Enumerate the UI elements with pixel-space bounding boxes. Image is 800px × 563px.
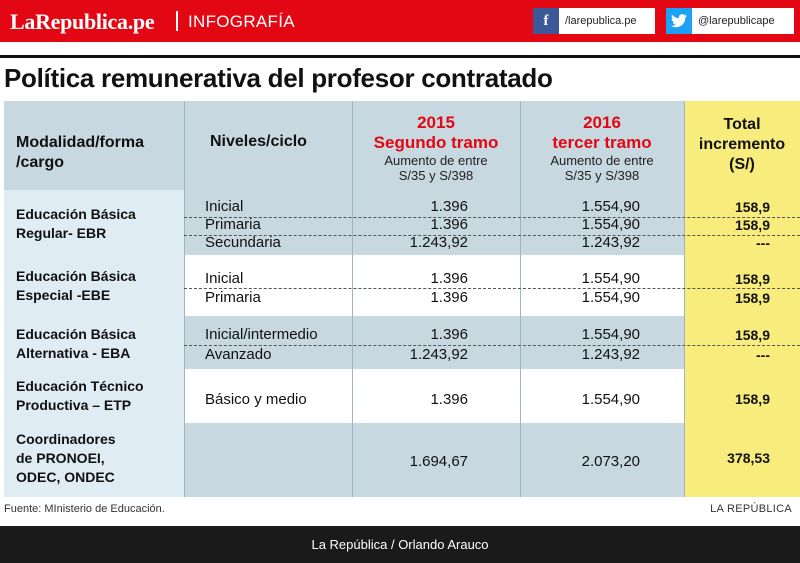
category-coord-line2: de PRONOEI, xyxy=(16,450,105,466)
category-etp-line1: Educación Técnico xyxy=(16,378,144,394)
header-2015 xyxy=(352,113,520,183)
value-2015: 1.243,92 xyxy=(409,234,468,251)
category-ebr-line1: Educación Básica xyxy=(16,206,136,222)
total-value: 158,9 xyxy=(734,217,770,233)
header-total-line2: incremento xyxy=(698,136,786,153)
value-2015: 1.396 xyxy=(430,391,468,408)
credit-right: LA REPÚBLICA xyxy=(710,503,792,515)
nivel-cell: Avanzado xyxy=(205,346,272,363)
total-value: --- xyxy=(756,235,770,251)
total-value: 158,9 xyxy=(734,290,770,306)
header-2015-sub2: S/35 y S/398 xyxy=(398,168,474,183)
row-divider xyxy=(184,345,800,346)
total-value: 158,9 xyxy=(734,327,770,343)
header-2016-sub2: S/35 y S/398 xyxy=(564,168,640,183)
header-2016-year: 2016 xyxy=(583,113,621,132)
facebook-icon: f xyxy=(533,8,559,34)
nivel-cell: Primaria xyxy=(205,289,261,306)
value-2016: 1.554,90 xyxy=(581,270,640,287)
category-coordinadores xyxy=(16,430,116,487)
category-eba-line1: Educación Básica xyxy=(16,326,136,342)
value-2016: 1.554,90 xyxy=(581,289,640,306)
nivel-cell: Secundaria xyxy=(205,234,281,251)
section-label: INFOGRAFÍA xyxy=(188,12,295,31)
header-2015-sub1: Aumento de entre xyxy=(384,153,488,168)
category-ebe-line2: Especial -EBE xyxy=(16,287,111,303)
brand-logo[interactable]: LaRepublica.pe xyxy=(10,9,155,34)
footer-credit: La República / Orlando Arauco xyxy=(311,537,489,552)
category-eba-line2: Alternativa - EBA xyxy=(16,345,131,361)
value-2015: 1.396 xyxy=(430,216,468,233)
value-2016: 1.243,92 xyxy=(581,234,640,251)
total-value: --- xyxy=(756,347,770,363)
value-2015: 1.396 xyxy=(430,289,468,306)
category-etp xyxy=(16,377,144,415)
category-coord-line3: ODEC, ONDEC xyxy=(16,469,115,485)
value-2016: 1.554,90 xyxy=(581,216,640,233)
nivel-cell: Inicial xyxy=(205,198,244,215)
footer-bar xyxy=(0,526,800,563)
header-2015-name: Segundo tramo xyxy=(373,133,499,152)
top-bar xyxy=(0,0,800,42)
source-note: Fuente: MInisterio de Educación. xyxy=(4,503,165,515)
value-2016: 2.073,20 xyxy=(581,453,640,470)
header-2016 xyxy=(520,113,684,183)
salary-table xyxy=(4,101,800,497)
header-total-line3: (S/) xyxy=(729,156,755,173)
total-value: 158,9 xyxy=(734,391,770,407)
total-value: 378,53 xyxy=(727,450,770,466)
header-modalidad-line2: /cargo xyxy=(16,154,65,171)
category-ebr-line2: Regular- EBR xyxy=(16,225,107,241)
twitter-icon xyxy=(666,8,692,34)
facebook-link[interactable] xyxy=(533,8,655,34)
category-etp-line2: Productiva – ETP xyxy=(16,397,132,413)
page-title: Política remunerativa del profesor contratado xyxy=(4,63,553,93)
header-modalidad xyxy=(16,133,144,173)
header-2015-year: 2015 xyxy=(417,113,455,132)
header-niveles: Niveles/ciclo xyxy=(210,133,307,150)
nivel-cell: Básico y medio xyxy=(205,391,307,408)
value-2015: 1.396 xyxy=(430,270,468,287)
row-divider xyxy=(184,288,800,289)
title-rule xyxy=(0,55,800,58)
col-sep-1 xyxy=(184,101,185,497)
header-divider xyxy=(176,11,178,31)
nivel-cell: Primaria xyxy=(205,216,261,233)
value-2016: 1.554,90 xyxy=(581,198,640,215)
value-2016: 1.554,90 xyxy=(581,326,640,343)
header-2016-name: tercer tramo xyxy=(552,133,652,152)
value-2016: 1.243,92 xyxy=(581,346,640,363)
value-2015: 1.694,67 xyxy=(409,453,468,470)
category-eba xyxy=(16,325,136,363)
value-2015: 1.396 xyxy=(430,326,468,343)
value-2016: 1.554,90 xyxy=(581,391,640,408)
header-total-line1: Total xyxy=(723,116,761,133)
header-total xyxy=(684,115,800,175)
total-value: 158,9 xyxy=(734,199,770,215)
category-ebe xyxy=(16,267,136,305)
twitter-link[interactable] xyxy=(666,8,794,34)
facebook-handle: /larepublica.pe xyxy=(565,15,637,27)
value-2015: 1.396 xyxy=(430,198,468,215)
nivel-cell: Inicial xyxy=(205,270,244,287)
category-coord-line1: Coordinadores xyxy=(16,431,116,447)
nivel-cell: Inicial/intermedio xyxy=(205,326,318,343)
category-ebe-line1: Educación Básica xyxy=(16,268,136,284)
total-value: 158,9 xyxy=(734,271,770,287)
value-2015: 1.243,92 xyxy=(409,346,468,363)
header-modalidad-line1: Modalidad/forma xyxy=(16,134,145,151)
category-ebr xyxy=(16,205,136,243)
twitter-handle: @larepublicape xyxy=(698,15,775,27)
header-2016-sub1: Aumento de entre xyxy=(550,153,654,168)
